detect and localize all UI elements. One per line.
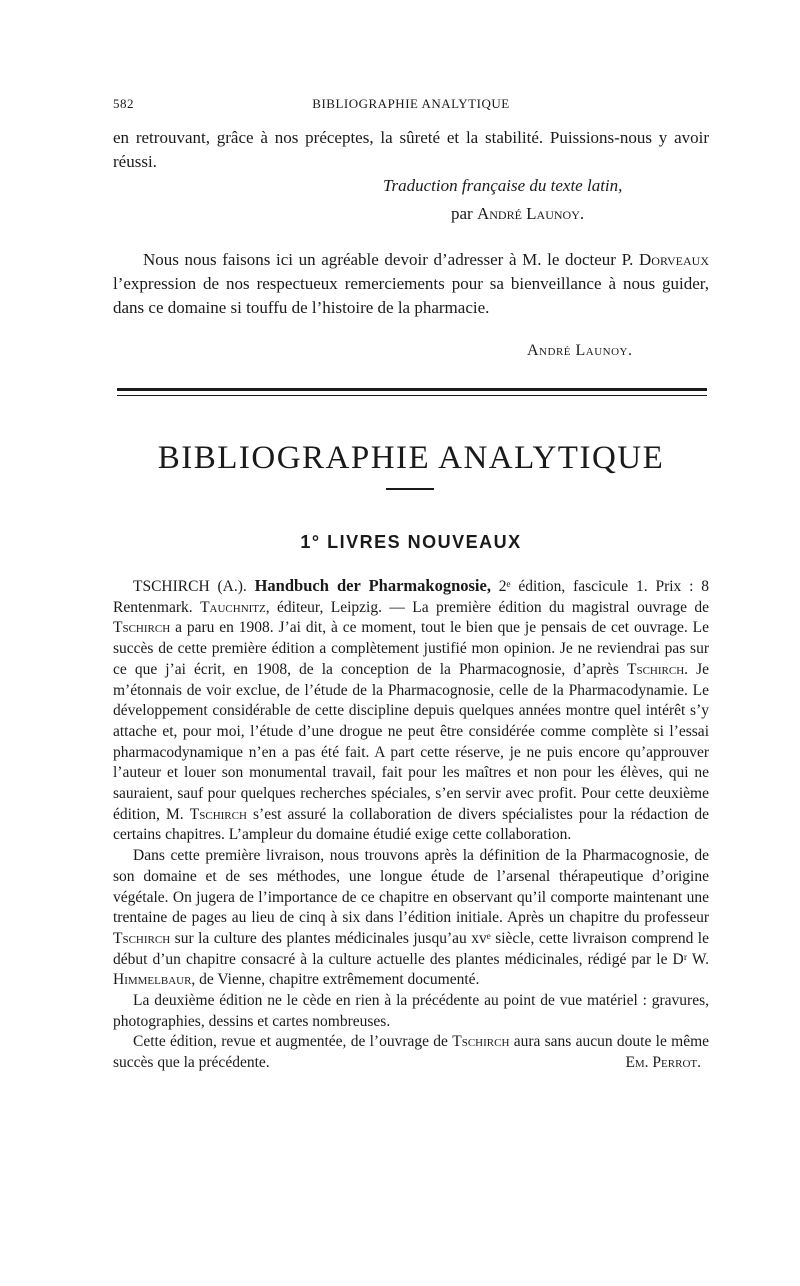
subsection-heading: 1° LIVRES NOUVEAUX <box>300 532 522 552</box>
review-author: TSCHIRCH (A.). <box>133 578 247 595</box>
divider-thin <box>117 395 707 396</box>
review-paragraph-1 <box>113 576 709 846</box>
review-text: Cette édition, revue et augmentée, de l’ouvrage de <box>133 1033 448 1051</box>
review-text: Dans cette première livraison, nous trouvons après la définition de la Pharmacognosie, de son domaine et de ses méthodes, une longue étude de l’arsenal thérapeutique d’origine végétale. On jugera de l’importance de ce chapitre en observant qu’il comporte maintenant une trentaine de pages au lieu de cinq à six dans l’édition initiale. Après un chapitre du professeur <box>113 847 709 927</box>
paragraph-2-start: Nous nous faisons ici un agréable devoir d’adresser à M. le docteur P. <box>143 250 634 269</box>
byline-name: André Launoy. <box>476 204 585 223</box>
paragraph-2-end: l’expression de nos respectueux remerciements pour sa bienveillance à nous guider, dans ce domaine si touffu de l’histoire de la pharmacie. <box>113 274 709 317</box>
author-name: Tschirch. <box>627 660 689 678</box>
book-review <box>113 576 709 1074</box>
byline-prefix: par <box>451 204 473 223</box>
review-text: s’est assuré la collaboration de divers spécialistes pour la rédaction de certains chapitres. L’ampleur du domaine étudié exige cette collaboration. <box>113 805 709 844</box>
heading-underline <box>386 488 434 490</box>
translator-byline <box>451 202 584 226</box>
review-paragraph-3: La deuxième édition ne le cède en rien à la précédente au point de vue matériel : gravures, photographies, dessins et cartes nombreuses. <box>113 992 709 1030</box>
closing-paragraph-2 <box>113 248 709 320</box>
review-text: , éditeur, Leipzig. — La première édition du magistral ouvrage de <box>265 598 709 616</box>
section-heading: BIBLIOGRAPHIE ANALYTIQUE <box>157 440 665 476</box>
reviewer-signature: Em. Perrot. <box>625 1054 701 1072</box>
review-book-title: Handbuch der Pharmakognosie, <box>254 576 491 595</box>
author-name: Tschirch <box>189 805 247 823</box>
translation-note: Traduction française du texte latin, <box>383 176 623 195</box>
review-text: , de Vienne, chapitre extrêmement documenté. <box>191 971 480 989</box>
author-name: Tschirch <box>113 619 171 637</box>
publisher-name: Tauchnitz <box>200 598 266 616</box>
review-text: 2ᵉ édition, fascicule 1. Prix : 8 Rentenmark. <box>113 578 710 616</box>
author-name: Tschirch <box>452 1033 510 1051</box>
page-number: 582 <box>113 96 134 111</box>
review-text: aura sans aucun doute le même succès que la précédente. <box>113 1033 710 1072</box>
review-paragraph-4 <box>113 1032 709 1073</box>
closing-paragraph-1: en retrouvant, grâce à nos préceptes, la sûreté et la stabilité. Puissions-nous y avoir réussi. <box>113 128 709 171</box>
running-head <box>113 96 709 114</box>
closing-signature: André Launoy. <box>527 342 633 359</box>
review-text: a paru en 1908. J’ai dit, à ce moment, tout le bien que je pensais de cet ouvrage. Le succès de cette première édition a complètement justifié mon opinion. Je ne reviendrai pas sur ce que j’ai écrit, en 1908, de la conception de la Pharmacognosie, d’après <box>113 619 710 678</box>
name-dorveaux: Dorveaux <box>639 250 710 269</box>
review-paragraph-2 <box>113 846 709 991</box>
contributor-name: Himmelbaur <box>113 971 192 989</box>
review-text: Je m’étonnais de voir exclue, de l’étude de la Pharmacognosie, celle de la Pharmacodynamie. Le développement considérable de cette discipline depuis quelques années montre quel intérêt s’y attache et, pour moi, l’étude d’une drogue ne peut être considérée comme complète si l’essai pharmacodynamique n’en a pas été fait. A part cette réserve, je ne puis encore qu’approuver l’auteur et louer son monumental travail, fait pour les maîtres et non pour les élèves, qui ne sauraient, sauf pour quelques recherches spéciales, s’en servir avec profit. Pour cette deuxième édition, M. <box>113 660 710 823</box>
author-name: Tschirch <box>113 929 171 947</box>
running-title: BIBLIOGRAPHIE ANALYTIQUE <box>312 96 510 111</box>
divider-thick <box>117 388 707 391</box>
review-text: sur la culture des plantes médicinales jusqu’au xvᵉ siècle, cette livraison comprend le début d’un chapitre consacré à la culture actuelle des plantes médicinales, rédigé par le Dʳ W. <box>113 929 709 968</box>
